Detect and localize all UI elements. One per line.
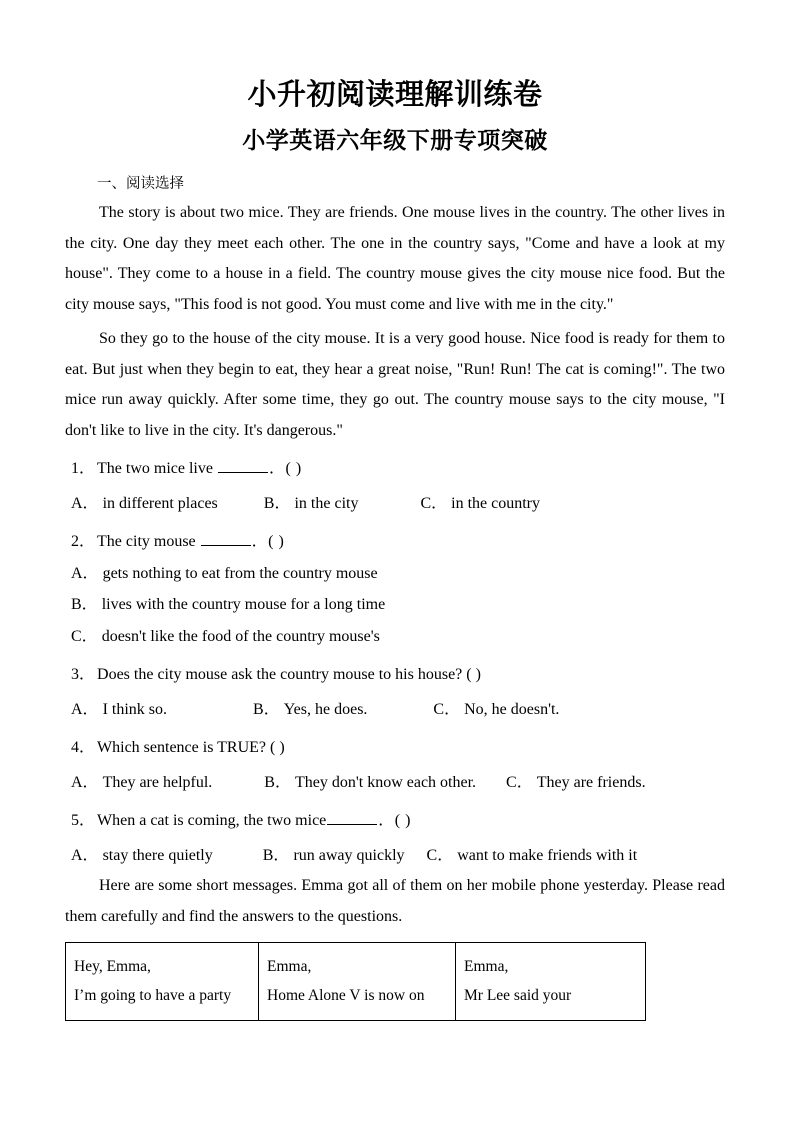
option-5-b-text: run away quickly: [293, 846, 405, 864]
option-2-b[interactable]: [65, 589, 725, 621]
question-5-blank[interactable]: [327, 811, 377, 825]
option-1-a[interactable]: [71, 489, 218, 520]
option-4-b-letter: B．: [264, 773, 291, 791]
option-2-b-text: lives with the country mouse for a long time: [101, 596, 386, 613]
option-5-a-text: stay there quietly: [102, 846, 213, 864]
option-4-a-letter: A．: [71, 773, 99, 791]
option-4-b-text: They don't know each other.: [294, 773, 477, 791]
option-1-c-letter: C．: [420, 494, 448, 512]
question-3-options: [65, 691, 725, 726]
option-2-b-letter: B．: [71, 596, 98, 613]
page-subtitle: 小学英语六年级下册专项突破: [242, 127, 548, 153]
question-3-text[interactable]: Does the city mouse ask the country mouse to his house? ( ): [97, 666, 481, 683]
messages-intro-paragraph: Here are some short messages. Emma got all of them on her mobile phone yesterday. Please read them carefully and find the answers to the questions.: [65, 877, 725, 925]
question-5-text: When a cat is coming, the two mice: [97, 812, 327, 829]
question-2-number: 2．: [71, 533, 96, 550]
option-4-c-text: They are friends.: [536, 773, 646, 791]
table-row: [66, 943, 646, 1021]
option-2-c-letter: C．: [71, 627, 98, 645]
option-4-a[interactable]: [71, 768, 212, 799]
message-cell-2-line-1: Emma,: [267, 958, 312, 975]
option-5-c[interactable]: [427, 841, 638, 872]
option-5-a-letter: A．: [71, 846, 99, 864]
document-content: [65, 0, 725, 1021]
message-cell-1-line-1: Hey, Emma,: [74, 958, 151, 975]
option-2-c-text: doesn't like the food of the country mouse's: [101, 627, 380, 645]
option-1-b[interactable]: [264, 489, 359, 520]
question-1-answer-box[interactable]: ．( ): [268, 460, 302, 477]
message-cell-2-line-2: Home Alone V is now on: [267, 987, 425, 1004]
option-1-a-letter: A．: [71, 494, 99, 512]
page-title: 小升初阅读理解训练卷: [247, 79, 543, 111]
option-2-a[interactable]: [65, 558, 725, 590]
option-4-c-letter: C．: [506, 773, 533, 791]
question-2: [65, 519, 725, 558]
option-3-a-letter: A．: [71, 700, 99, 718]
question-3: [65, 652, 725, 691]
question-4: [65, 725, 725, 764]
question-5: [65, 798, 725, 837]
message-cell-2: [259, 943, 456, 1021]
option-1-b-text: in the city: [294, 494, 359, 512]
question-4-options: [65, 764, 725, 799]
question-1-number: 1．: [71, 460, 96, 477]
option-3-b-text: Yes, he does.: [283, 700, 368, 718]
message-cell-1: [66, 943, 259, 1021]
option-4-c[interactable]: [506, 768, 646, 799]
option-1-c[interactable]: [420, 489, 540, 520]
passage-paragraph-1: The story is about two mice. They are friends. One mouse lives in the country. The other lives in the city. One day they meet each other. The one in the country says, "Come and have a look at my house". They come to a house in a field. The country mouse gives the city mouse nice food. But the city mouse says, "This food is not good. You must come and live with me in the city.": [65, 204, 725, 313]
question-4-text[interactable]: Which sentence is TRUE? ( ): [97, 739, 285, 756]
option-5-b-letter: B．: [262, 846, 290, 864]
option-4-a-text: They are helpful.: [102, 773, 213, 791]
question-2-blank[interactable]: [201, 532, 251, 546]
message-cell-3-line-2: Mr Lee said your: [464, 987, 572, 1004]
option-3-a-text: I think so.: [102, 700, 168, 718]
option-5-b[interactable]: [263, 841, 405, 872]
message-cell-1-line-2: I’m going to have a party: [74, 987, 232, 1004]
question-1-text: The two mice live: [97, 460, 217, 477]
option-3-c-text: No, he doesn't.: [464, 700, 560, 718]
option-5-c-text: want to make friends with it: [457, 846, 638, 864]
option-3-c[interactable]: [433, 695, 559, 726]
option-1-a-text: in different places: [102, 494, 218, 512]
section-heading: 一、阅读选择: [97, 176, 184, 192]
question-1-blank[interactable]: [218, 459, 268, 473]
question-2-options: [65, 558, 725, 653]
option-1-c-text: in the country: [451, 494, 541, 512]
option-5-a[interactable]: [71, 841, 213, 872]
option-3-c-letter: C．: [433, 700, 461, 718]
option-2-c[interactable]: [65, 621, 725, 653]
question-5-answer-box[interactable]: ．( ): [378, 812, 411, 829]
message-table: [65, 942, 646, 1021]
question-2-answer-box[interactable]: ．( ): [251, 533, 285, 550]
question-1: [65, 446, 725, 485]
question-5-number: 5．: [71, 812, 96, 829]
question-2-text: The city mouse: [97, 533, 200, 550]
option-2-a-text: gets nothing to eat from the country mouse: [102, 564, 378, 582]
option-3-a[interactable]: [71, 695, 167, 726]
question-4-number: 4．: [71, 739, 96, 756]
option-3-b[interactable]: [253, 695, 367, 726]
question-5-options: [65, 837, 725, 872]
option-2-a-letter: A．: [71, 564, 99, 582]
question-3-number: 3．: [71, 666, 96, 683]
option-4-b[interactable]: [264, 768, 476, 799]
option-3-b-letter: B．: [253, 700, 280, 718]
message-cell-3: [456, 943, 646, 1021]
passage-paragraph-2: So they go to the house of the city mouse. It is a very good house. Nice food is ready for them to eat. But just when they begin to eat, they hear a great noise, "Run! Run! The cat is coming!". The two mice run away quickly. After some time, they go out. The country mouse says to the city mouse, "I don't like to live in the city. It's dangerous.": [65, 330, 725, 439]
question-1-options: [65, 485, 725, 520]
option-1-b-letter: B．: [263, 494, 291, 512]
message-cell-3-line-1: Emma,: [464, 958, 509, 975]
option-5-c-letter: C．: [426, 846, 454, 864]
